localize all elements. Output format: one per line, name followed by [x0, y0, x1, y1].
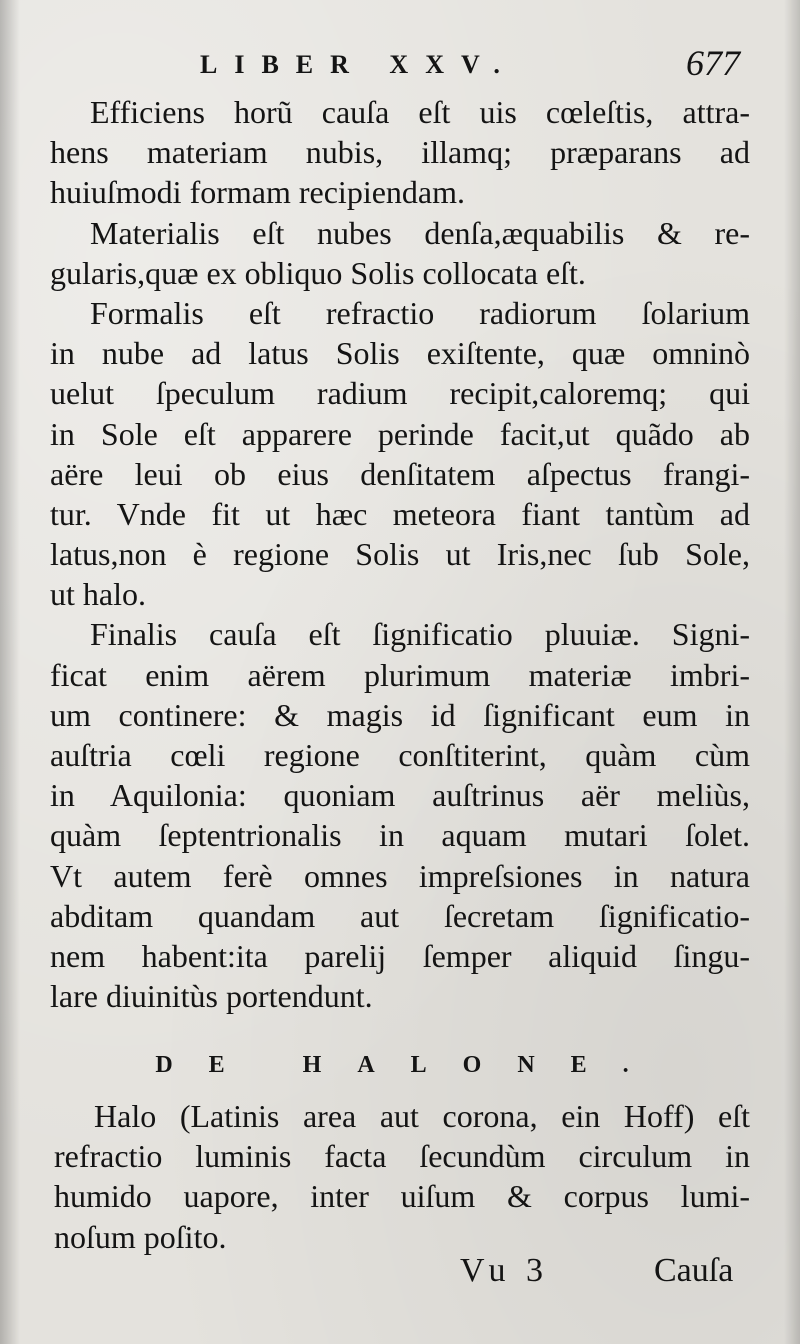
text-line: tur. Vnde fit ut hæc meteora fiant tantùm ad	[50, 495, 750, 532]
paragraph-efficient-cause	[50, 92, 750, 213]
paragraph-formal-cause	[50, 293, 750, 615]
text-line: uelut ſpeculum radium recipit,caloremq; qui	[50, 375, 750, 412]
text-line: in Sole eſt apparere perinde facit,ut quãdo ab	[50, 415, 750, 452]
text-line: quàm ſeptentrionalis in aquam mutari ſolet.	[50, 817, 750, 854]
text-line: Efficiens horũ cauſa eſt uis cœleſtis, attra-	[90, 94, 750, 130]
text-line: hens materiam nubis, illamq; præparans ad	[50, 134, 750, 171]
text-line: Halo (Latinis area aut corona, ein Hoff) eſt	[94, 1098, 750, 1134]
text-line: in Aquilonia: quoniam auſtrinus aër meliùs,	[50, 777, 750, 814]
text-line: ut halo.	[50, 576, 146, 613]
text-line: noſum poſito.	[54, 1218, 227, 1255]
text-line: nem habent:ita parelij ſemper aliquid ſingu-	[50, 937, 750, 974]
catchword: Cauſa	[654, 1252, 734, 1289]
main-text	[50, 92, 750, 1016]
text-line: aëre leui ob eius denſitatem aſpectus frangi-	[50, 455, 750, 492]
page-header	[0, 42, 800, 92]
paragraph-material-cause	[50, 213, 750, 293]
text-line: huiuſmodi formam recipiendam.	[50, 174, 465, 211]
text-line: auſtria cœli regione conſtiterint, quàm cùm	[50, 737, 750, 773]
page-shadow-left	[0, 0, 20, 1344]
text-line: refractio luminis facta ſecundùm circulum in	[54, 1138, 750, 1175]
running-head: LIBER XXV.	[200, 50, 517, 79]
text-line: Formalis eſt refractio radiorum ſolarium	[90, 294, 750, 331]
text-line: ficat enim aërem plurimum materiæ imbri-	[50, 656, 750, 693]
section-heading: DE HALONE.	[155, 1052, 665, 1078]
text-line: abditam quandam aut ſecretam ſignificatio-	[50, 897, 750, 934]
text-line: um continere: & magis id ſignificant eum in	[50, 696, 750, 733]
text-line: Materialis eſt nubes denſa,æquabilis & re-	[90, 214, 750, 251]
text-line: gularis,quæ ex obliquo Solis collocata eſt.	[50, 254, 586, 291]
text-line: Finalis cauſa eſt ſignificatio pluuiæ. Signi-	[90, 616, 750, 653]
signature-mark: Vu 3	[460, 1252, 550, 1289]
paragraph-final-cause	[50, 614, 750, 1016]
page-footer	[0, 1252, 800, 1302]
text-line: lare diuinitùs portendunt.	[50, 978, 373, 1015]
text-line: humido uapore, inter uiſum & corpus lumi-	[54, 1178, 750, 1215]
page-number: 677	[686, 43, 740, 83]
paragraph-halo-definition	[54, 1096, 750, 1257]
text-line: in nube ad latus Solis exiſtente, quæ omninò	[50, 335, 750, 372]
text-line: Vt autem ferè omnes impreſsiones in natura	[50, 857, 750, 894]
page-shadow-right	[784, 0, 800, 1344]
text-line: latus,non è regione Solis ut Iris,nec ſub Sole,	[50, 536, 750, 573]
